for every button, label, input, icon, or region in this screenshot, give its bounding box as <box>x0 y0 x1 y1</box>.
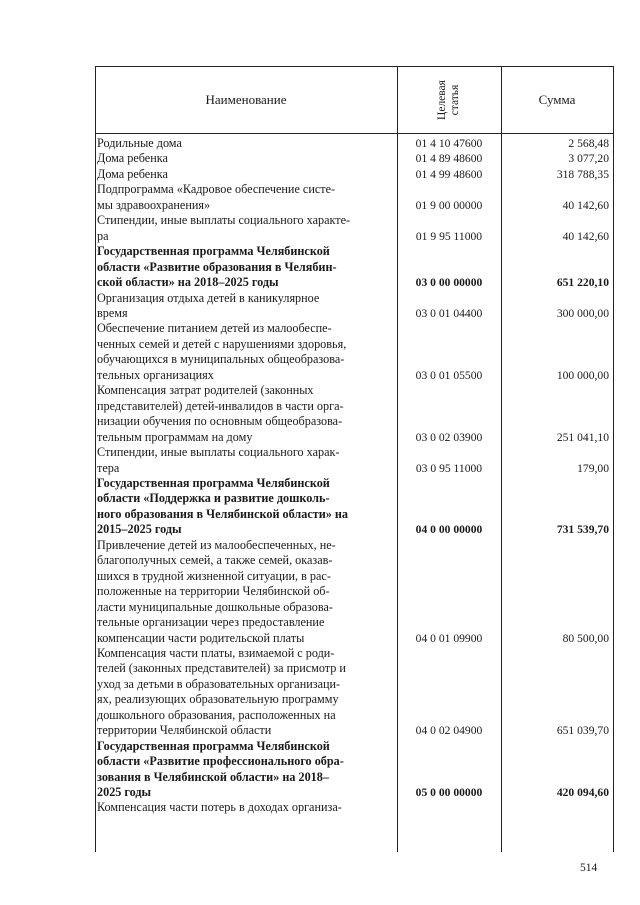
table-row <box>95 646 614 739</box>
table-row <box>95 321 614 383</box>
row-name <box>95 167 397 182</box>
table-row <box>95 136 614 151</box>
row-code <box>397 151 501 166</box>
row-code <box>397 383 501 445</box>
row-sum <box>501 136 613 151</box>
row-name-line: Родильные дома <box>97 136 182 150</box>
row-sum-text: 651 039,70 <box>556 724 609 738</box>
row-name-line: Организация отдыха детей в каникулярное <box>97 290 320 305</box>
row-name-line: шихся в трудной жизненной ситуации, в рас- <box>97 568 331 583</box>
row-name <box>95 151 397 166</box>
row-name-line: дошкольного образования, расположенных на <box>97 707 336 722</box>
table-row <box>95 182 614 213</box>
table-row <box>95 244 614 290</box>
row-code <box>397 291 501 322</box>
row-name <box>95 445 397 476</box>
row-name-line: ях, реализующих образовательную программу <box>97 692 339 707</box>
row-name-line: Стипендии, иные выплаты социального характе- <box>97 213 351 228</box>
row-code-text: 04 0 00 00000 <box>415 523 483 537</box>
row-sum <box>501 739 613 801</box>
row-sum-text: 300 000,00 <box>556 306 609 320</box>
row-sum <box>501 646 613 739</box>
row-code-text: 01 9 00 00000 <box>415 198 483 212</box>
table-row <box>95 383 614 445</box>
row-name-line: тельных организациях <box>97 367 214 382</box>
row-name-line: Привлечение детей из малообеспеченных, не- <box>97 537 336 552</box>
row-name-line: Компенсация затрат родителей (законных <box>97 383 314 398</box>
row-code <box>397 321 501 383</box>
header-name: Наименование <box>205 91 287 107</box>
row-name <box>95 321 397 383</box>
row-sum <box>501 291 613 322</box>
row-code-text: 03 0 01 05500 <box>415 368 483 382</box>
row-code-text: 03 0 01 04400 <box>415 306 483 320</box>
row-name-line: телей (законных представителей) за присмотр и <box>97 661 346 676</box>
row-sum-text: 40 142,60 <box>562 229 609 243</box>
row-name-line: 2025 годы <box>97 785 152 800</box>
row-sum <box>501 538 613 646</box>
row-code <box>397 476 501 538</box>
row-name <box>95 136 397 151</box>
header-code-cell <box>397 66 501 133</box>
table-row <box>95 291 614 322</box>
table-body <box>95 136 614 816</box>
row-code <box>397 538 501 646</box>
row-name-line: ного образования в Челябинской области» на <box>97 506 348 521</box>
row-name <box>95 646 397 739</box>
row-sum-text: 2 568,48 <box>568 137 609 150</box>
row-name <box>95 244 397 290</box>
row-name-line: уход за детьми в образовательных организаци- <box>97 676 341 691</box>
row-name-line: Государственная программа Челябинской <box>97 738 330 753</box>
table-row <box>95 800 614 815</box>
row-sum <box>501 213 613 244</box>
row-name <box>95 739 397 801</box>
row-sum-text: 3 077,20 <box>568 152 609 166</box>
row-name-line: ченных семей и детей с нарушениями здоровья, <box>97 336 347 351</box>
row-name <box>95 291 397 322</box>
row-name-line: тельным программам на дому <box>97 429 253 444</box>
row-sum <box>501 321 613 383</box>
row-name-line: Компенсация части платы, взимаемой с роди- <box>97 645 335 660</box>
row-code <box>397 213 501 244</box>
row-sum <box>501 383 613 445</box>
row-sum <box>501 244 613 290</box>
row-name-line: обучающихся в муниципальных общеобразова- <box>97 352 345 367</box>
row-name-line: Государственная программа Челябинской <box>97 244 330 259</box>
row-name-line: мы здравоохранения» <box>97 197 211 212</box>
row-sum-text: 251 041,10 <box>556 430 609 444</box>
header-sum: Сумма <box>538 91 576 107</box>
table-row <box>95 167 614 182</box>
table-row <box>95 739 614 801</box>
row-name-line: Компенсация части потерь в доходах организа- <box>97 800 342 815</box>
row-code-text: 04 0 01 09900 <box>415 631 483 645</box>
page-number: 514 <box>580 862 598 874</box>
row-code <box>397 182 501 213</box>
row-sum <box>501 182 613 213</box>
table-row <box>95 476 614 538</box>
row-name-line: области «Развитие профессионального обра- <box>97 754 344 769</box>
table-row <box>95 445 614 476</box>
row-name <box>95 800 397 815</box>
row-name-line: ской области» на 2018–2025 годы <box>97 275 279 290</box>
row-code-text: 01 4 99 48600 <box>415 167 483 181</box>
row-name-line: время <box>97 305 128 320</box>
row-name-line: представителей) детей-инвалидов в части орга- <box>97 398 344 413</box>
row-code <box>397 167 501 182</box>
row-name-line: низации обучения по основным общеобразова- <box>97 414 343 429</box>
row-code-text: 01 4 89 48600 <box>415 152 483 166</box>
row-sum-text: 40 142,60 <box>562 198 609 212</box>
row-name <box>95 538 397 646</box>
row-name-line: области «Поддержка и развитие дошколь- <box>97 491 330 506</box>
row-name-line: благополучных семей, а также семей, оказав- <box>97 553 333 568</box>
row-code-text: 05 0 00 00000 <box>415 786 483 800</box>
row-name-line: Государственная программа Челябинской <box>97 475 330 490</box>
row-sum-text: 80 500,00 <box>562 631 609 645</box>
row-code-text: 01 9 95 11000 <box>415 229 483 243</box>
row-name <box>95 213 397 244</box>
table-header-border <box>95 133 614 134</box>
row-name-line: территории Челябинской области <box>97 723 272 738</box>
row-sum <box>501 151 613 166</box>
row-sum-text: 651 220,10 <box>556 276 609 290</box>
row-name-line: ласти муниципальные дошкольные образова- <box>97 599 333 614</box>
row-code <box>397 800 501 815</box>
row-name-line: компенсации части родительской платы <box>97 630 305 645</box>
row-code <box>397 244 501 290</box>
row-name-line: ра <box>97 228 109 243</box>
row-name-line: зования в Челябинской области» на 2018– <box>97 769 329 784</box>
row-sum <box>501 167 613 182</box>
table-row <box>95 151 614 166</box>
table-row <box>95 213 614 244</box>
row-code <box>397 136 501 151</box>
row-code-text: 03 0 02 03900 <box>415 430 483 444</box>
row-sum <box>501 445 613 476</box>
row-name-line: Дома ребенка <box>97 166 168 181</box>
row-code-text: 03 0 00 00000 <box>415 276 483 290</box>
row-name-line: области «Развитие образования в Челябин- <box>97 259 337 274</box>
row-name <box>95 383 397 445</box>
row-name-line: тельные организации через предоставление <box>97 615 325 630</box>
row-name-line: Подпрограмма «Кадровое обеспечение систе- <box>97 182 336 197</box>
row-code <box>397 646 501 739</box>
row-name <box>95 182 397 213</box>
header-code: Целевая статья <box>436 79 461 120</box>
row-name-line: 2015–2025 годы <box>97 522 182 537</box>
row-code-text: 01 4 10 47600 <box>415 137 483 150</box>
row-code-text: 04 0 02 04900 <box>415 724 483 738</box>
row-code-text: 03 0 95 11000 <box>415 461 483 475</box>
row-name-line: положенные на территории Челябинской об- <box>97 584 330 599</box>
row-sum-text: 100 000,00 <box>556 368 609 382</box>
row-code <box>397 445 501 476</box>
row-name-line: Обеспечение питанием детей из малообеспе- <box>97 321 332 336</box>
table-row <box>95 538 614 646</box>
row-sum-text: 318 788,35 <box>556 167 609 181</box>
row-name <box>95 476 397 538</box>
row-sum <box>501 476 613 538</box>
row-sum <box>501 800 613 815</box>
row-sum-text: 420 094,60 <box>556 786 609 800</box>
row-name-line: тера <box>97 460 120 475</box>
row-name-line: Стипендии, иные выплаты социального харак- <box>97 445 340 460</box>
row-name-line: Дома ребенка <box>97 151 168 166</box>
row-code <box>397 739 501 801</box>
row-sum-text: 179,00 <box>577 461 609 475</box>
row-sum-text: 731 539,70 <box>556 523 609 537</box>
